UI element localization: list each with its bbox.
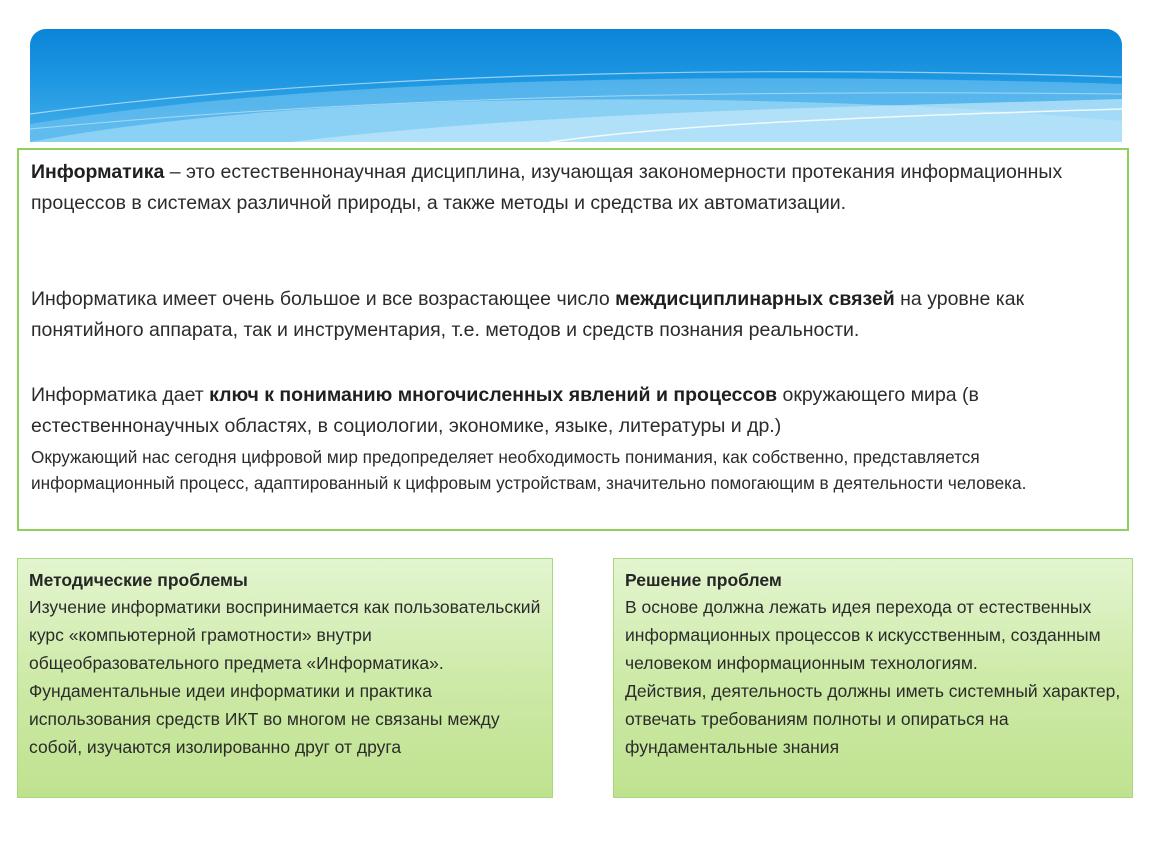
- problems-title: Методические проблемы: [29, 570, 248, 590]
- key-to-understanding: ключ к пониманию многочисленных явлений и процессов: [209, 384, 778, 406]
- problems-text-2: Фундаментальные идеи информатики и практика использования средств ИКТ во многом не связаны между собой, изучаются изолированно друг от друга: [29, 681, 500, 757]
- solution-title: Решение проблем: [625, 570, 782, 590]
- definition-paragraph: [31, 157, 1111, 219]
- key-understanding-paragraph: Информатика дает ключ к пониманию многочисленных явлений и процессов окружающего мира (в естественнонаучных областях, в социологии, экономике, языке, литературы и др.): [31, 384, 979, 437]
- interdisciplinary-paragraph: Информатика имеет очень большое и все возрастающее число междисциплинарных связей на уровне как понятийного аппарата, так и инструментария, т.е. методов и средств познания реальности.: [31, 288, 1025, 341]
- solution-text-2: Действия, деятельность должны иметь системный характер, отвечать требованиям полноты и опираться на фундаментальные знания: [625, 681, 1121, 757]
- definition-text: – это естественнонаучная дисциплина, изучающая закономерности протекания информационных процессов в системах различной природы, а также методы и средства их автоматизации.: [31, 161, 1063, 214]
- solution-text-1: В основе должна лежать идея перехода от естественных информационных процессов к искусственным, созданным человеком информационным технологиям.: [625, 597, 1101, 673]
- wave-decoration: [30, 29, 1122, 142]
- problems-text-1: Изучение информатики воспринимается как пользовательский курс «компьютерной грамотности» внутри общеобразовательного предмета «Информатика».: [29, 597, 541, 673]
- header-banner: [30, 29, 1122, 142]
- definition-box: [17, 148, 1129, 531]
- digital-world-paragraph: Окружающий нас сегодня цифровой мир предопределяет необходимость понимания, как собственно, представляется информационный процесс, адаптированный к цифровым устройствам, значительно помогающим в деятельности человека.: [31, 447, 1027, 493]
- problems-card: [17, 558, 553, 798]
- solution-card: [613, 558, 1133, 798]
- interdisciplinary-links: междисциплинарных связей: [615, 288, 895, 310]
- term-informatics: Информатика: [31, 161, 165, 183]
